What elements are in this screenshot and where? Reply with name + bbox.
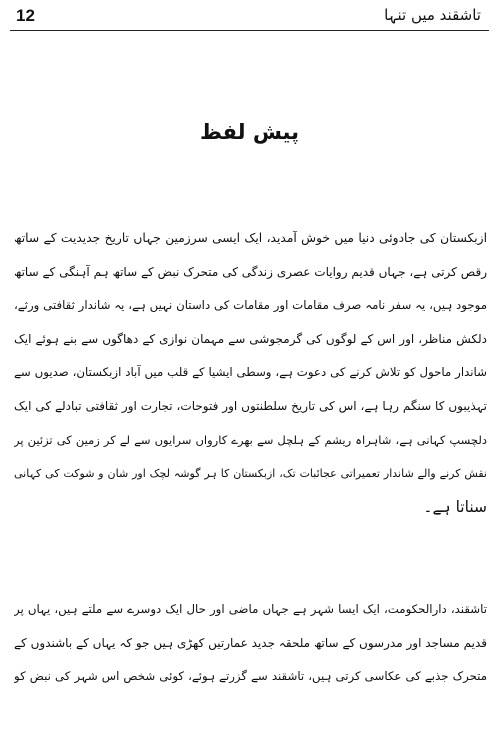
paragraph-line: قدیم مساجد اور مدرسوں کے ساتھ ملحقہ جدید عمارتیں کھڑی ہیں جو کہ یہاں کے باشندوں کے bbox=[14, 635, 487, 650]
paragraph-line: تاشقند، دارالحکومت، ایک ایسا شہر ہے جہاں ماضی اور حال ایک دوسرے سے ملتے ہیں، یہاں پر bbox=[14, 602, 487, 616]
paragraph-line: رقص کرتی ہے، جہاں قدیم روایات عصری زندگی کی متحرک نبض کے ساتھ ہم آہنگی کے ساتھ bbox=[14, 264, 487, 279]
paragraph-line: دلکش مناظر، اور اس کے لوگوں کی گرمجوشی سے مہمان نوازی کے دھاگوں سے بنے ہوئے ایک bbox=[14, 331, 487, 346]
chapter-title: پیش لفظ bbox=[200, 120, 299, 144]
page-number: 12 bbox=[16, 6, 35, 25]
paragraph-line: موجود ہیں، یہ سفر نامہ صرف مقامات اور مقامات کی داستان نہیں ہے، یہ شاندار ثقافتی ورثے، bbox=[14, 298, 487, 313]
paragraph-line: ازبکستان کی جادوئی دنیا میں خوش آمدید، ایک ایسی سرزمین جہاں تاریخ جدیدیت کے ساتھ bbox=[14, 231, 487, 245]
page-header bbox=[0, 0, 499, 34]
paragraph-line: نقش کرنے والے شاندار تعمیراتی عجائبات تک، ازبکستان کا ہر گوشہ لچک اور شان و شوکت کی کہانی bbox=[14, 467, 487, 481]
paragraph-tashkent bbox=[14, 593, 487, 694]
paragraph-line: شاندار ماحول کو تلاش کرنے کی دعوت ہے، وسطی ایشیا کے قلب میں آباد ازبکستان، صدیوں سے bbox=[14, 365, 487, 380]
running-title: تاشقند میں تنہا bbox=[384, 6, 481, 24]
paragraph-introduction bbox=[14, 222, 487, 524]
paragraph-line: متحرک جذبے کی عکاسی کرتی ہیں، تاشقند سے گزرتے ہوئے، کوئی شخص اس شہر کی نبض کو bbox=[14, 669, 487, 684]
paragraph-line: دلچسپ کہانی ہے، شاہراہ ریشم کے ہلچل سے بھرے کارواں سرایوں سے لے کر زمین کی تزئین پر bbox=[14, 432, 487, 447]
header-rule bbox=[10, 30, 489, 31]
paragraph-line: تہذیبوں کا سنگم رہا ہے، اس کی تاریخ سلطنتوں اور فتوحات، تجارت اور ثقافتی تبادلے کی ایک bbox=[14, 398, 487, 413]
paragraph-line: سناتا ہے۔ bbox=[423, 497, 487, 516]
